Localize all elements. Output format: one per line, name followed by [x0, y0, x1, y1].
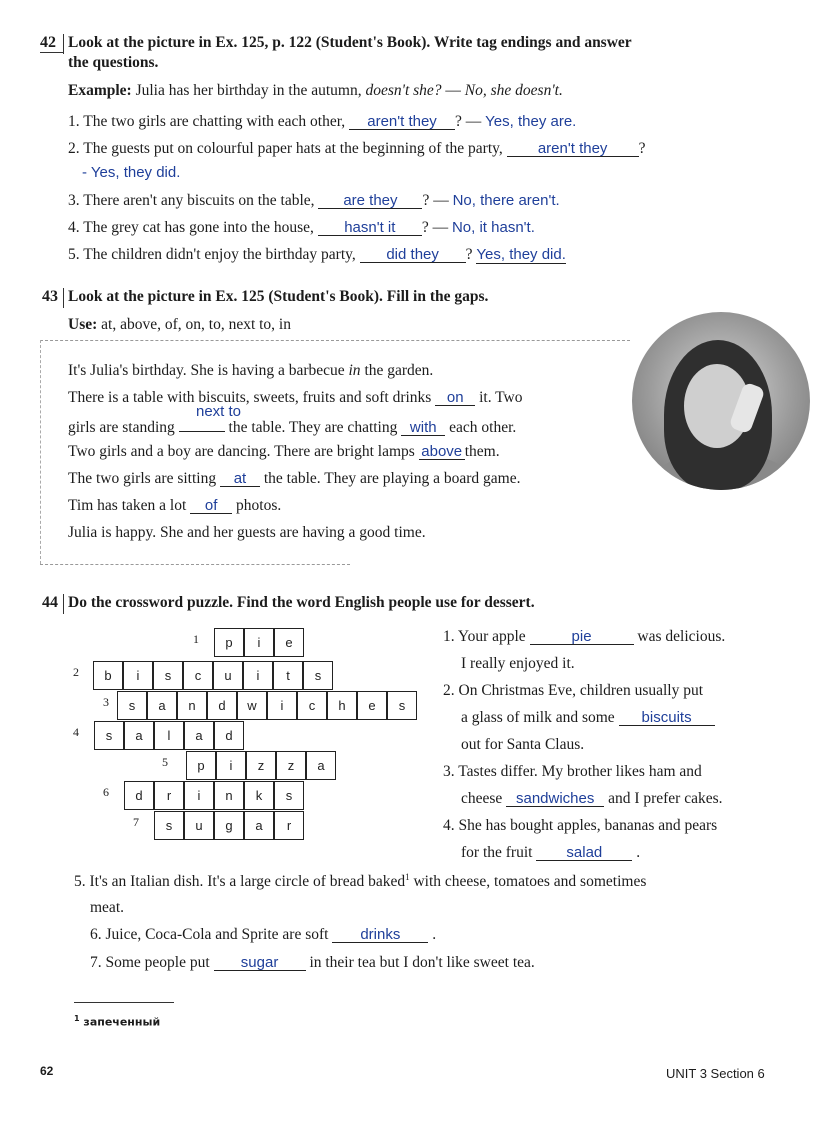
ex43-number: 43 — [42, 288, 58, 305]
ex42-item-2-answer[interactable]: - Yes, they did. — [82, 164, 181, 181]
tag-answer-field[interactable]: aren't they — [507, 141, 639, 157]
crossword-cell[interactable]: i — [267, 691, 297, 720]
crossword-cell[interactable]: s — [153, 661, 183, 690]
ex43-line-2 — [68, 389, 523, 407]
clue-6-answer[interactable]: drinks — [332, 927, 428, 943]
dash: — — [465, 113, 482, 130]
ex42-number-bar — [63, 34, 64, 54]
clue-4-answer[interactable]: salad — [536, 845, 632, 861]
text: the table. They are chatting — [228, 419, 398, 436]
question-mark: ? — [465, 246, 473, 263]
ex43-line-1 — [68, 362, 433, 380]
clue-text: a glass of milk and some — [461, 709, 615, 726]
short-answer[interactable]: Yes, they are. — [485, 113, 577, 130]
text: The two girls are sitting — [68, 470, 217, 487]
crossword-cell[interactable]: p — [214, 628, 244, 657]
tag-answer-field[interactable]: hasn't it — [318, 220, 422, 236]
text: it. Two — [479, 389, 523, 406]
clue-4-cont — [461, 844, 640, 862]
ex42-item-1 — [68, 113, 576, 131]
ex42-item-5 — [68, 246, 566, 264]
ex44-instruction: Do the crossword puzzle. Find the word English people use for dessert. — [68, 594, 535, 611]
clue-text: . — [432, 926, 437, 943]
item-text: 4. The grey cat has gone into the house, — [68, 219, 314, 236]
footnote — [74, 1014, 160, 1029]
ex43-number-bar — [63, 288, 64, 308]
crossword-cell[interactable]: a — [124, 721, 154, 750]
ex42-instruction-line2: the questions. — [68, 54, 159, 71]
crossword-cell[interactable]: k — [244, 781, 274, 810]
clue-7-answer[interactable]: sugar — [214, 955, 306, 971]
crossword-cell[interactable]: s — [303, 661, 333, 690]
item-text: 2. The guests put on colourful paper hats at the beginning of the party, — [68, 140, 503, 157]
crossword-cell[interactable]: a — [306, 751, 336, 780]
clue-text: 7. Some people put — [90, 954, 210, 971]
clue-7 — [90, 954, 535, 972]
clue-5 — [74, 872, 646, 891]
text: girls are standing — [68, 419, 175, 436]
clue-text: in their tea but I don't like sweet tea. — [309, 954, 535, 971]
question-mark: ? — [638, 140, 646, 157]
crossword-clue-number: 3 — [103, 695, 109, 709]
crossword-cell[interactable]: a — [244, 811, 274, 840]
item-text: 5. The children didn't enjoy the birthday party, — [68, 246, 356, 263]
crossword-clue-number: 1 — [193, 632, 199, 646]
clue-text: . — [636, 844, 641, 861]
clue-2-answer[interactable]: biscuits — [619, 710, 715, 726]
clue-5-cont: meat. — [90, 899, 124, 916]
clue-3-cont — [461, 790, 723, 808]
short-answer[interactable]: No, there aren't. — [452, 192, 560, 209]
text: Two girls and a boy are dancing. There are bright lamps — [68, 443, 415, 460]
crossword-clue-number: 4 — [73, 725, 79, 739]
clue-4: 4. She has bought apples, bananas and pears — [443, 817, 718, 834]
clue-text: for the fruit — [461, 844, 533, 861]
question-mark: ? — [422, 192, 430, 209]
clue-text: 5. It's an Italian dish. It's a large circle of bread baked — [74, 873, 406, 891]
use-words: at, above, of, on, to, next to, in — [101, 316, 291, 333]
crossword-cell[interactable]: u — [184, 811, 214, 840]
ex43-line-3 — [68, 416, 516, 437]
short-answer[interactable]: No, it hasn't. — [451, 219, 535, 236]
crossword-cell[interactable]: s — [154, 811, 184, 840]
clue-3-answer[interactable]: sandwiches — [506, 791, 604, 807]
ex43-box-top — [40, 340, 630, 341]
ex42-number-underline — [40, 52, 64, 53]
crossword-cell[interactable]: e — [357, 691, 387, 720]
crossword-cell[interactable]: i — [244, 628, 274, 657]
example-answer: No, she doesn't. — [464, 82, 563, 99]
crossword-cell[interactable]: w — [237, 691, 267, 720]
footnote-marker: 1 — [405, 872, 410, 882]
crossword-clue-number: 5 — [162, 755, 168, 769]
crossword-cell[interactable]: a — [184, 721, 214, 750]
example-label: Example: — [68, 82, 132, 99]
clue-1 — [443, 628, 725, 646]
crossword-cell[interactable]: c — [183, 661, 213, 690]
ex43-use — [68, 316, 291, 334]
crossword-clue-number: 7 — [133, 815, 139, 829]
crossword-clue-number: 2 — [73, 665, 79, 679]
ex42-item-3 — [68, 192, 560, 210]
clue-6 — [90, 926, 436, 944]
clue-2-end: out for Santa Claus. — [461, 736, 585, 753]
crossword-cell[interactable]: a — [147, 691, 177, 720]
gap-above[interactable]: above — [419, 444, 465, 460]
crossword-cell[interactable]: d — [124, 781, 154, 810]
crossword-cell[interactable]: d — [207, 691, 237, 720]
text: Tim has taken a lot — [68, 497, 187, 514]
footnote-text: запеченный — [83, 1015, 161, 1029]
crossword-cell[interactable]: i — [243, 661, 273, 690]
tag-answer-field[interactable]: aren't they — [349, 114, 455, 130]
text: photos. — [236, 497, 282, 514]
clue-1-cont: I really enjoyed it. — [461, 655, 575, 672]
ex42-item-2 — [68, 140, 646, 158]
crossword-cell[interactable]: s — [387, 691, 417, 720]
text: them. — [464, 443, 500, 460]
clue-2-cont — [461, 709, 715, 727]
gap-with[interactable]: with — [401, 420, 445, 436]
example-tag: doesn't she? — [365, 82, 442, 99]
crossword-cell[interactable]: i — [184, 781, 214, 810]
ex43-line-4 — [68, 443, 500, 461]
clue-1-answer[interactable]: pie — [530, 629, 634, 645]
footnote-number: 1 — [74, 1014, 80, 1023]
crossword-cell[interactable]: z — [276, 751, 306, 780]
gap-next-to-line — [179, 416, 225, 432]
item-text: 3. There aren't any biscuits on the table, — [68, 192, 315, 209]
crossword-cell[interactable]: h — [327, 691, 357, 720]
example-dash: — — [445, 82, 461, 99]
ex44-number: 44 — [42, 594, 58, 611]
crossword-cell[interactable]: r — [154, 781, 184, 810]
tag-answer-field[interactable]: are they — [318, 193, 422, 209]
ex43-box-left — [40, 340, 41, 564]
clue-text: with cheese, tomatoes and sometimes — [413, 873, 647, 891]
question-mark: ? — [421, 219, 429, 236]
gap-next-to[interactable]: next to — [196, 403, 242, 420]
gap-at[interactable]: at — [220, 471, 260, 487]
clue-text: cheese — [461, 790, 503, 807]
crossword-cell[interactable]: p — [186, 751, 216, 780]
ex42-number: 42 — [40, 34, 56, 51]
crossword-cell[interactable]: s — [94, 721, 124, 750]
crossword-cell[interactable]: n — [177, 691, 207, 720]
text: There is a table with biscuits, sweets, fruits and soft drinks — [68, 389, 432, 406]
question-mark: ? — [455, 113, 462, 130]
crossword-cell[interactable]: t — [273, 661, 303, 690]
text: the table. They are playing a board game. — [263, 470, 521, 487]
crossword-clue-number: 6 — [103, 785, 109, 799]
ex42-item-4 — [68, 219, 535, 237]
clue-text: and I prefer cakes. — [608, 790, 723, 807]
ex43-line-6 — [68, 497, 281, 515]
crossword-cell[interactable]: n — [214, 781, 244, 810]
text-italic: in — [348, 362, 361, 379]
clue-2: 2. On Christmas Eve, children usually put — [443, 682, 704, 699]
clue-3: 3. Tastes differ. My brother likes ham and — [443, 763, 702, 780]
item-text: 1. The two girls are chatting with each other, — [68, 113, 346, 130]
example-text: Julia has her birthday in the autumn, — [135, 82, 362, 99]
dash: — — [433, 192, 449, 209]
girl-on-phone-photo — [632, 312, 810, 490]
crossword-cell[interactable]: l — [154, 721, 184, 750]
ex42-example — [68, 82, 563, 100]
ex42-instruction-line1: Look at the picture in Ex. 125, p. 122 (Student's Book). Write tag endings and answer — [68, 34, 632, 51]
crossword-cell[interactable]: b — [93, 661, 123, 690]
tag-answer-field[interactable]: did they — [360, 247, 466, 263]
ex43-line-7: Julia is happy. She and her guests are having a good time. — [68, 524, 426, 541]
short-answer[interactable]: Yes, they did. — [476, 246, 566, 263]
crossword-cell[interactable]: c — [297, 691, 327, 720]
crossword-cell[interactable]: s — [117, 691, 147, 720]
use-label: Use: — [68, 316, 98, 333]
text: the garden. — [364, 362, 434, 379]
gap-of[interactable]: of — [190, 498, 232, 514]
footnote-rule — [74, 1002, 174, 1003]
page-number: 62 — [40, 1064, 54, 1078]
crossword-cell[interactable]: z — [246, 751, 276, 780]
ex43-instruction: Look at the picture in Ex. 125 (Student's Book). Fill in the gaps. — [68, 288, 489, 305]
crossword-cell[interactable]: d — [214, 721, 244, 750]
unit-section-label: UNIT 3 Section 6 — [666, 1066, 765, 1081]
clue-text: 6. Juice, Coca-Cola and Sprite are soft — [90, 926, 329, 943]
ex44-number-bar — [63, 594, 64, 614]
clue-text: 1. Your apple — [443, 628, 526, 645]
text: each other. — [449, 419, 517, 436]
ex43-box-bottom — [40, 564, 350, 565]
crossword-cell[interactable]: e — [274, 628, 304, 657]
clue-text: was delicious. — [637, 628, 726, 645]
gap-on[interactable]: on — [435, 390, 475, 406]
crossword-cell[interactable]: i — [123, 661, 153, 690]
crossword-cell[interactable]: r — [274, 811, 304, 840]
crossword-cell[interactable]: g — [214, 811, 244, 840]
crossword-cell[interactable]: s — [274, 781, 304, 810]
dash: — — [432, 219, 449, 236]
crossword-cell[interactable]: u — [213, 661, 243, 690]
ex43-line-5 — [68, 470, 521, 488]
text: It's Julia's birthday. She is having a barbecue — [68, 362, 345, 379]
crossword-cell[interactable]: i — [216, 751, 246, 780]
